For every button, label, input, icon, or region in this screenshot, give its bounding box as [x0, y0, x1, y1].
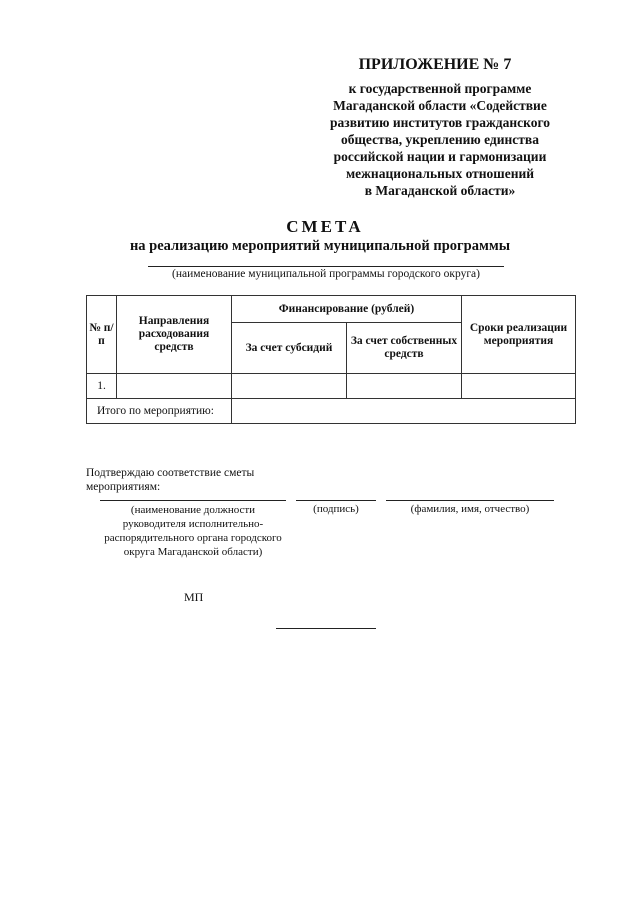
appendix-line: общества, укреплению единства [341, 132, 539, 147]
table-total-row [87, 399, 576, 424]
fio-line [386, 500, 554, 501]
confirmation-text: Подтверждаю соответствие сметы мероприятиям: [86, 467, 255, 493]
total-value [232, 399, 576, 424]
header-own-funds: За счет собственных средств [347, 323, 462, 374]
table-row [87, 374, 576, 399]
header-subsidy: За счет субсидий [232, 323, 347, 374]
stamp-placeholder: МП [184, 590, 204, 604]
signature-line [296, 500, 376, 501]
cell-own-funds [347, 374, 462, 399]
appendix-line: в Магаданской области» [364, 183, 516, 198]
header-number: № п/п [87, 296, 117, 374]
position-line [100, 500, 286, 501]
total-label: Итого по мероприятию: [87, 399, 232, 424]
header-financing: Финансирование (рублей) [232, 296, 462, 323]
estimate-table [86, 295, 576, 424]
table-header-row [87, 296, 576, 323]
cell-direction [117, 374, 232, 399]
appendix-line: Магаданской области «Содействие [333, 98, 547, 113]
program-name-line [148, 266, 504, 267]
position-caption: (наименование должности руководителя исполнительно-распорядительного органа городского округа Магаданской области) [104, 504, 282, 558]
appendix-line: развитию институтов гражданского [330, 115, 550, 130]
date-line [276, 628, 376, 629]
signature-caption: (подпись) [313, 503, 359, 515]
row-number: 1. [87, 374, 117, 399]
appendix-text [300, 80, 580, 199]
header-direction: Направления расходования средств [117, 296, 232, 374]
fio-caption: (фамилия, имя, отчество) [410, 503, 530, 515]
appendix-line: межнациональных отношений [345, 166, 535, 181]
appendix-line: российской нации и гармонизации [333, 149, 547, 164]
document-subtitle: на реализацию мероприятий муниципальной программы [129, 238, 511, 254]
header-terms: Сроки реализации мероприятия [462, 296, 576, 374]
appendix-line: к государственной программе [348, 81, 532, 96]
cell-subsidy [232, 374, 347, 399]
cell-terms [462, 374, 576, 399]
document-title: СМЕТА [286, 217, 364, 236]
appendix-title: ПРИЛОЖЕНИЕ № 7 [358, 56, 512, 73]
program-name-caption: (наименование муниципальной программы городского округа) [172, 268, 480, 280]
